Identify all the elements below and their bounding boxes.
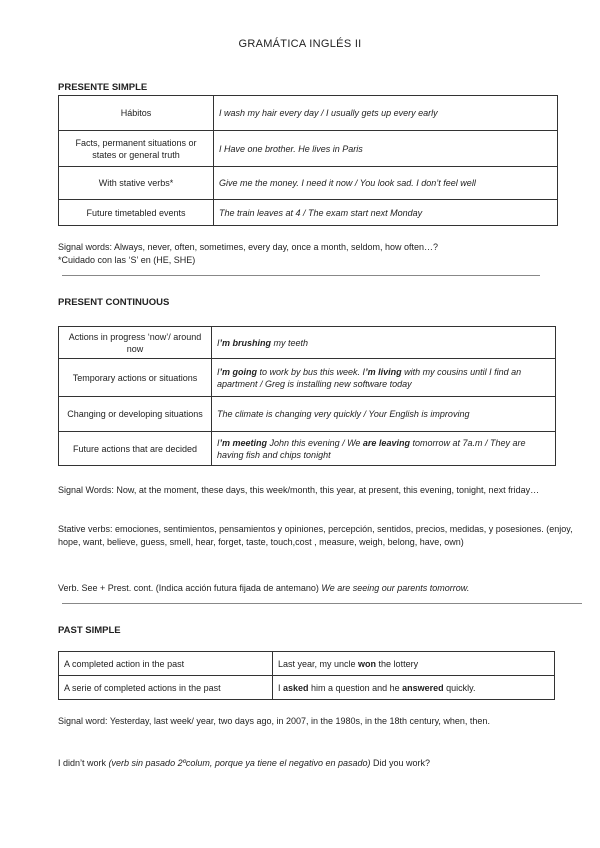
table-cell-use: Hábitos (59, 96, 214, 131)
example-negative: I didn’t work (58, 758, 109, 768)
table-row (59, 359, 556, 397)
example-text: I (217, 437, 220, 448)
example-text: to work by bus this week. I (257, 366, 366, 377)
table-cell-example: I Have one brother. He lives in Paris (214, 131, 558, 167)
table-row (59, 167, 558, 200)
verb-see-explanation: Verb. See + Prest. cont. (Indica acción futura fijada de antemano) (58, 583, 322, 593)
example-text: The climate is changing very quickly / Your English is improving (217, 409, 470, 419)
table-cell-use: With stative verbs* (59, 167, 214, 200)
signal-words-past-simple: Signal word: Yesterday, last week/ year, two days ago, in 2007, in the 1980s, in the 18th century, when, then. (58, 716, 490, 726)
example-text: him a question and he (308, 682, 403, 693)
example-text: with my cousins until I find an apartment / Greg is installing new software today (217, 366, 522, 389)
table-row (59, 397, 556, 432)
table-cell-example (212, 432, 556, 466)
emphasized-verb: asked (283, 682, 309, 693)
present-simple-table (58, 95, 558, 226)
example-text: Last year, my uncle (278, 658, 359, 669)
page-title: GRAMÁTICA INGLÉS II (238, 38, 362, 50)
table-cell-example (273, 676, 555, 700)
table-row (59, 652, 555, 676)
verb-see-example: We are seeing our parents tomorrow. (321, 583, 470, 593)
table-row (59, 327, 556, 359)
divider (62, 275, 540, 276)
section-heading-present-continuous: PRESENT CONTINUOUS (58, 297, 170, 308)
signal-words-present-simple: Signal words: Always, never, often, sometimes, every day, once a month, seldom, how often…? (58, 242, 439, 252)
section-heading-present-simple: PRESENTE SIMPLE (58, 82, 148, 93)
example-text: quickly. (443, 682, 476, 693)
emphasized-verb: answered (402, 682, 444, 693)
table-row (59, 432, 556, 466)
note-present-simple: *Cuidado con las ‘S’ en (HE, SHE) (58, 255, 196, 265)
table-cell-use: Future timetabled events (59, 200, 214, 226)
example-text: John this evening / We (267, 437, 363, 448)
table-cell-use: Changing or developing situations (59, 397, 212, 432)
stative-verbs-note: Stative verbs: emociones, sentimientos, pensamientos y opiniones, percepción, sentidos, precios, medidas, y posesiones. (enjoy, hope, want, believe, guess, smell, hear, forget, taste, touch,cost , measure, weigh, belong, have, own) (58, 524, 573, 547)
example-text: tomorrow at 7a.m / They are having fish and chips tonight (217, 437, 526, 460)
present-continuous-table (58, 326, 556, 466)
divider (62, 603, 582, 604)
emphasized-verb: ’m living (365, 366, 402, 377)
example-text: I (278, 682, 284, 693)
table-row (59, 96, 558, 131)
table-row (59, 131, 558, 167)
table-cell-use: Actions in progress ‘now’/ around now (59, 327, 212, 359)
table-cell-example (212, 397, 556, 432)
table-row (59, 676, 555, 700)
emphasized-verb: won (358, 658, 377, 669)
example-explanation: (verb sin pasado 2ºcolum, porque ya tiene el negativo en pasado) (108, 758, 371, 768)
emphasized-verb: are leaving (362, 437, 410, 448)
table-cell-example: Give me the money. I need it now / You look sad. I don’t feel well (214, 167, 558, 200)
example-text: my teeth (271, 337, 309, 348)
table-cell-example (273, 652, 555, 676)
emphasized-verb: ’m going (219, 366, 258, 377)
verb-see-note (58, 582, 598, 595)
table-cell-use: Facts, permanent situations or states or general truth (59, 131, 214, 167)
example-text: the lottery (376, 658, 419, 669)
past-simple-table (58, 651, 555, 700)
table-cell-example (212, 327, 556, 359)
example-text: I (217, 337, 220, 348)
section-heading-past-simple: PAST SIMPLE (58, 625, 121, 636)
table-cell-use: A completed action in the past (59, 652, 273, 676)
table-row (59, 200, 558, 226)
emphasized-verb: ’m brushing (219, 337, 272, 348)
signal-words-present-continuous: Signal Words: Now, at the moment, these days, this week/month, this year, at present, this evening, tonight, next friday… (58, 485, 540, 495)
table-cell-use: Future actions that are decided (59, 432, 212, 466)
table-cell-example: I wash my hair every day / I usually gets up every early (214, 96, 558, 131)
table-cell-use: Temporary actions or situations (59, 359, 212, 397)
emphasized-verb: ’m meeting (219, 437, 268, 448)
example-text: I (217, 366, 220, 377)
example-question: Did you work? (370, 758, 431, 768)
table-cell-use: A serie of completed actions in the past (59, 676, 273, 700)
past-simple-example (58, 757, 588, 770)
table-cell-example: The train leaves at 4 / The exam start next Monday (214, 200, 558, 226)
table-cell-example (212, 359, 556, 397)
